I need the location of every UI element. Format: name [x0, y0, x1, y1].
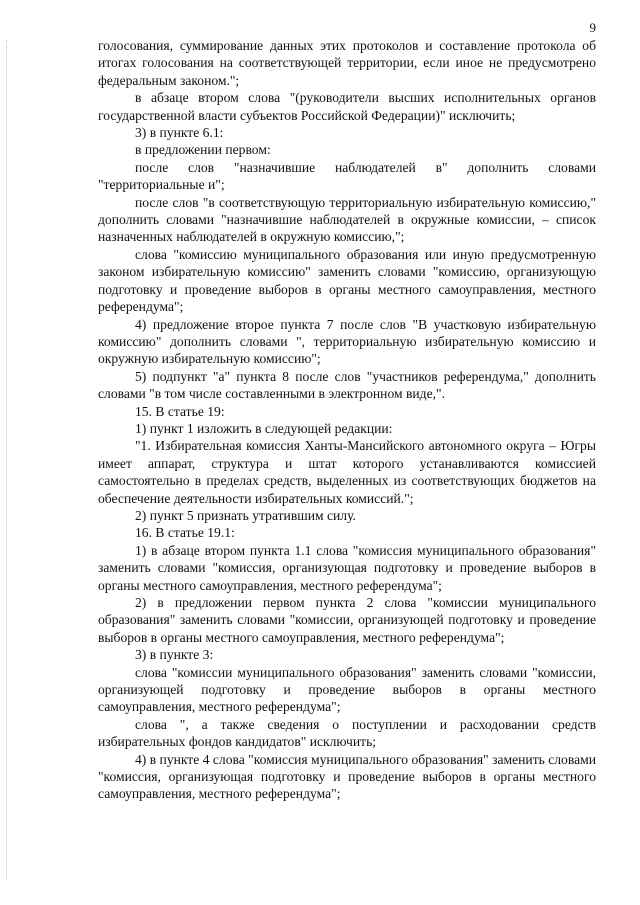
paragraph: 1) в абзаце втором пункта 1.1 слова "комиссия муниципального образования" заменить словами "комиссия, организующая подготовку и проведение выборов в органы местного самоуправления, местного референдума"; — [98, 542, 596, 593]
document-body — [98, 37, 596, 803]
paragraph: 16. В статье 19.1: — [135, 525, 235, 541]
paragraph: в абзаце втором слова "(руководители высших исполнительных органов государственной власти субъектов Российской Федерации)" исключить; — [98, 90, 596, 123]
paragraph: 4) предложение второе пункта 7 после слов "В участковую избирательную комиссию" дополнить словами ", территориальную избирательную комиссию и окружную избирательную комиссию"; — [98, 316, 596, 367]
paragraph: слова "комиссию муниципального образования или иную предусмотренную законом избирательную комиссию" заменить словами "комиссию, организующую подготовку и проведение выборов в органы местного самоуправления, местного референдума"; — [98, 246, 596, 315]
paragraph: 5) подпункт "а" пункта 8 после слов "участников референдума," дополнить словами "в том числе составленными в электронном виде,". — [98, 368, 596, 402]
paragraph: 2) пункт 5 признать утратившим силу. — [135, 507, 356, 523]
page-number: 9 — [589, 20, 596, 35]
paragraph: 15. В статье 19: — [135, 403, 225, 419]
paragraph: 1) пункт 1 изложить в следующей редакции: — [135, 420, 393, 436]
paragraph: 3) в пункте 6.1: — [135, 125, 224, 141]
paragraph: после слов "назначившие наблюдателей в" дополнить словами "территориальные и"; — [98, 159, 596, 193]
paragraph: слова "комиссии муниципального образования" заменить словами "комиссии, организующей подготовку и проведение выборов в органы местного самоуправления, местного референдума"; — [98, 664, 596, 715]
paragraph: голосования, суммирование данных этих протоколов и составление протокола об итогах голосования на соответствующей территории, если иное не предусмотрено федеральным законом."; — [98, 38, 596, 88]
paragraph: в предложении первом: — [135, 142, 271, 158]
paragraph: слова ", а также сведения о поступлении и расходовании средств избирательных фондов кандидатов" исключить; — [98, 716, 596, 750]
paragraph: 4) в пункте 4 слова "комиссия муниципального образования" заменить словами "комиссия, организующая подготовку и проведение выборов в органы местного самоуправления, местного референдума"; — [98, 751, 596, 802]
paragraph: "1. Избирательная комиссия Ханты-Мансийского автономного округа – Югры имеет аппарат, структура и штат которого устанавливаются комиссией самостоятельно в пределах средств, выделенных из соответствующих бюджетов на обеспечение деятельности избирательных комиссий."; — [98, 438, 596, 506]
paragraph: 3) в пункте 3: — [135, 647, 214, 663]
paragraph: 2) в предложении первом пункта 2 слова "комиссии муниципального образования" заменить словами "комиссии, организующей подготовку и проведение выборов в органы местного самоуправления, местного референдума"; — [98, 595, 596, 645]
scan-edge-marks — [6, 40, 8, 880]
paragraph: после слов "в соответствующую территориальную избирательную комиссию," дополнить словами "назначившие наблюдателей в окружные комиссии, – список назначенных наблюдателей в окружную комиссию,"; — [98, 194, 596, 245]
